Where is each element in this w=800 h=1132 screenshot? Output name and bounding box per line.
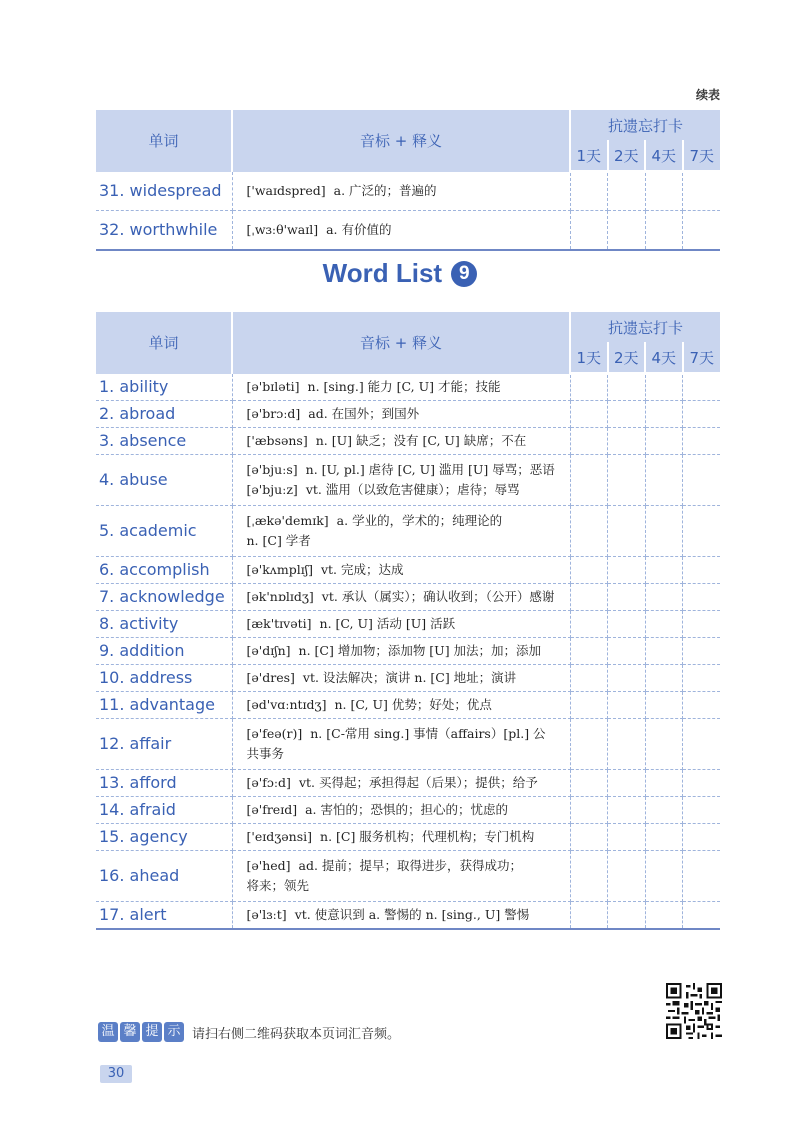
definition-line	[247, 773, 560, 793]
checkin-box[interactable]	[608, 210, 646, 250]
header-day-1: 1天	[570, 342, 608, 374]
checkin-box[interactable]	[645, 374, 683, 401]
checkin-box[interactable]	[608, 691, 646, 718]
table-row	[96, 505, 720, 556]
word-cell: 31. widespread	[96, 172, 232, 211]
definition-line	[247, 377, 560, 397]
definition-cell	[232, 505, 570, 556]
definition-line	[247, 181, 560, 201]
table-row	[96, 691, 720, 718]
word-cell: 5. academic	[96, 505, 232, 556]
word-cell: 13. afford	[96, 769, 232, 796]
tip-badge: 示	[164, 1022, 184, 1042]
table-row	[96, 454, 720, 505]
vocab-table	[96, 312, 720, 930]
meaning: n. [C, U] 活动 [U] 活跃	[319, 615, 456, 631]
meaning: n. [C-常用 sing.] 事情（affairs）[pl.] 公	[310, 725, 546, 741]
checkin-box[interactable]	[608, 901, 646, 929]
checkin-box[interactable]	[570, 901, 608, 929]
checkin-box[interactable]	[683, 769, 721, 796]
header-day-4: 4天	[645, 140, 683, 172]
table-row	[96, 374, 720, 401]
word-cell: 1. ability	[96, 374, 232, 401]
definition-cell	[232, 172, 570, 211]
definition-cell	[232, 901, 570, 929]
word-list-number-badge: 9	[451, 261, 477, 287]
phonetic: ['eɪdʒənsi]	[246, 828, 313, 844]
header-word: 单词	[96, 312, 232, 374]
phonetic: [ə'freɪd]	[246, 801, 298, 817]
definition-cell	[232, 796, 570, 823]
definition-line	[247, 560, 560, 580]
checkin-box[interactable]	[683, 901, 721, 929]
checkin-box[interactable]	[570, 172, 608, 211]
definition-cell	[232, 691, 570, 718]
table-row	[96, 610, 720, 637]
meaning: n. [sing.] 能力 [C, U] 才能；技能	[307, 378, 501, 394]
header-day-7: 7天	[683, 140, 721, 172]
word-cell: 9. addition	[96, 637, 232, 664]
checkin-box[interactable]	[608, 823, 646, 850]
checkin-box[interactable]	[645, 556, 683, 583]
header-day-4: 4天	[645, 342, 683, 374]
checkin-box[interactable]	[683, 505, 721, 556]
definition-line	[247, 800, 560, 820]
definition-cell	[232, 610, 570, 637]
checkin-box[interactable]	[608, 637, 646, 664]
definition-line	[247, 431, 560, 451]
word-cell: 16. ahead	[96, 850, 232, 901]
meaning: ad. 在国外；到国外	[308, 405, 420, 421]
checkin-box[interactable]	[683, 637, 721, 664]
phonetic: [ə'dɪʃn]	[246, 642, 291, 658]
checkin-box[interactable]	[645, 583, 683, 610]
checkin-box[interactable]	[570, 769, 608, 796]
definition-cell	[232, 664, 570, 691]
checkin-box[interactable]	[608, 610, 646, 637]
checkin-box[interactable]	[683, 691, 721, 718]
definition-cell	[232, 718, 570, 769]
checkin-box[interactable]	[608, 505, 646, 556]
checkin-box[interactable]	[683, 374, 721, 401]
definition-cell	[232, 637, 570, 664]
word-cell: 2. abroad	[96, 400, 232, 427]
definition-line	[247, 827, 560, 847]
meaning: vt. 完成；达成	[320, 561, 404, 577]
phonetic: [ə'hed]	[246, 857, 291, 873]
checkin-box[interactable]	[608, 556, 646, 583]
meaning: a. 害怕的；恐惧的；担心的；忧虑的	[305, 801, 508, 817]
phonetic: [ə'bjuːz]	[246, 481, 298, 497]
meaning: ad. 提前；提早；取得进步，获得成功；	[298, 857, 522, 873]
definition-line: 共事务	[246, 745, 285, 761]
word-list-title	[0, 258, 800, 289]
checkin-box[interactable]	[570, 796, 608, 823]
phonetic: [æk'tɪvəti]	[246, 615, 312, 631]
checkin-box[interactable]	[608, 583, 646, 610]
checkin-box[interactable]	[570, 664, 608, 691]
checkin-box[interactable]	[608, 796, 646, 823]
word-list-label: Word List	[322, 258, 443, 288]
definition-cell	[232, 850, 570, 901]
checkin-box[interactable]	[608, 718, 646, 769]
tip-bar	[98, 1022, 400, 1042]
meaning: n. [C] 服务机构；代理机构；专门机构	[320, 828, 535, 844]
meaning: n. [U] 缺乏；没有 [C, U] 缺席；不在	[315, 432, 527, 448]
definition-line	[247, 480, 560, 500]
checkin-box[interactable]	[608, 400, 646, 427]
checkin-box[interactable]	[683, 454, 721, 505]
checkin-box[interactable]	[683, 400, 721, 427]
definition-line	[247, 220, 560, 240]
definition-cell	[232, 374, 570, 401]
phonetic: [ˌwɜːθ'waɪl]	[246, 221, 319, 237]
phonetic: [ə'bjuːs]	[246, 461, 298, 477]
checkin-box[interactable]	[570, 823, 608, 850]
checkin-box[interactable]	[683, 850, 721, 901]
checkin-box[interactable]	[570, 454, 608, 505]
checkin-box[interactable]	[570, 400, 608, 427]
checkin-box[interactable]	[570, 556, 608, 583]
word-cell: 6. accomplish	[96, 556, 232, 583]
header-definition: 音标 + 释义	[232, 312, 570, 374]
table-row	[96, 556, 720, 583]
checkin-box[interactable]	[608, 172, 646, 211]
header-day-2: 2天	[608, 140, 646, 172]
checkin-box[interactable]	[570, 718, 608, 769]
table-row	[96, 172, 720, 211]
checkin-box[interactable]	[645, 823, 683, 850]
page-number: 30	[100, 1065, 132, 1083]
word-cell: 3. absence	[96, 427, 232, 454]
checkin-box[interactable]	[683, 583, 721, 610]
word-cell: 14. afraid	[96, 796, 232, 823]
table-row	[96, 400, 720, 427]
word-cell: 4. abuse	[96, 454, 232, 505]
header-day-2: 2天	[608, 342, 646, 374]
phonetic: ['waɪdspred]	[246, 182, 326, 198]
phonetic: [ək'nɒlɪdʒ]	[246, 588, 314, 604]
word-cell: 11. advantage	[96, 691, 232, 718]
header-definition: 音标 + 释义	[232, 110, 570, 172]
definition-line	[247, 587, 560, 607]
meaning: n. [C] 增加物；添加物 [U] 加法；加；添加	[298, 642, 542, 658]
vocab-table-continued	[96, 110, 720, 251]
checkin-box[interactable]	[683, 610, 721, 637]
table-row	[96, 427, 720, 454]
meaning: vt. 滥用（以致危害健康）；虐待；辱骂	[305, 481, 520, 497]
header-word: 单词	[96, 110, 232, 172]
checkin-box[interactable]	[683, 556, 721, 583]
definition-line: 将来；领先	[246, 877, 310, 893]
meaning: n. [U, pl.] 虐待 [C, U] 滥用 [U] 辱骂；恶语	[305, 461, 555, 477]
phonetic: [ə'feə(r)]	[246, 725, 303, 741]
header-day-7: 7天	[683, 342, 721, 374]
table-row	[96, 718, 720, 769]
header-checkin: 抗遗忘打卡	[570, 110, 720, 140]
word-cell: 8. activity	[96, 610, 232, 637]
definition-cell	[232, 823, 570, 850]
definition-line: n. [C] 学者	[246, 532, 311, 548]
checkin-box[interactable]	[645, 505, 683, 556]
checkin-box[interactable]	[683, 427, 721, 454]
tip-badge: 温	[98, 1022, 118, 1042]
meaning: vt. 设法解决；演讲 n. [C] 地址；演讲	[302, 669, 517, 685]
table-row	[96, 637, 720, 664]
definition-cell	[232, 583, 570, 610]
checkin-box[interactable]	[645, 637, 683, 664]
definition-cell	[232, 769, 570, 796]
definition-cell	[232, 454, 570, 505]
definition-line	[247, 404, 560, 424]
checkin-box[interactable]	[645, 454, 683, 505]
checkin-box[interactable]	[683, 718, 721, 769]
checkin-box[interactable]	[645, 769, 683, 796]
table-row	[96, 664, 720, 691]
meaning: vt. 买得起；承担得起（后果）；提供；给予	[298, 774, 538, 790]
checkin-box[interactable]	[570, 505, 608, 556]
phonetic: [ˌækə'demɪk]	[246, 512, 329, 528]
checkin-box[interactable]	[608, 664, 646, 691]
word-cell: 32. worthwhile	[96, 210, 232, 250]
checkin-box[interactable]	[645, 664, 683, 691]
checkin-box[interactable]	[645, 796, 683, 823]
phonetic: [ə'dres]	[246, 669, 295, 685]
table-row	[96, 823, 720, 850]
checkin-box[interactable]	[645, 718, 683, 769]
checkin-box[interactable]	[570, 583, 608, 610]
word-cell: 15. agency	[96, 823, 232, 850]
phonetic: [ə'fɔːd]	[246, 774, 291, 790]
checkin-box[interactable]	[608, 454, 646, 505]
checkin-box[interactable]	[570, 637, 608, 664]
definition-cell	[232, 427, 570, 454]
meaning: vt. 承认（属实）；确认收到；（公开）感谢	[321, 588, 555, 604]
checkin-box[interactable]	[683, 664, 721, 691]
definition-line	[247, 641, 560, 661]
phonetic: [ə'brɔːd]	[246, 405, 301, 421]
meaning: a. 广泛的；普遍的	[333, 182, 437, 198]
checkin-box[interactable]	[570, 374, 608, 401]
checkin-box[interactable]	[683, 210, 721, 250]
tip-text: 请扫右侧二维码获取本页词汇音频。	[192, 1026, 401, 1042]
table-row	[96, 901, 720, 929]
checkin-box[interactable]	[645, 210, 683, 250]
continued-label: 续表	[695, 88, 720, 102]
definition-line	[247, 614, 560, 634]
checkin-box[interactable]	[570, 691, 608, 718]
phonetic: ['æbsəns]	[246, 432, 308, 448]
table-row	[96, 583, 720, 610]
checkin-box[interactable]	[570, 850, 608, 901]
definition-line	[247, 668, 560, 688]
definition-line	[247, 460, 560, 480]
meaning: a. 学业的，学术的；纯理论的	[336, 512, 503, 528]
checkin-box[interactable]	[645, 850, 683, 901]
definition-cell	[232, 210, 570, 250]
definition-line	[247, 856, 560, 876]
table-row	[96, 850, 720, 901]
definition-line	[247, 695, 560, 715]
checkin-box[interactable]	[683, 796, 721, 823]
meaning: n. [C, U] 优势；好处；优点	[334, 696, 492, 712]
qr-code-icon[interactable]	[666, 983, 722, 1039]
definition-cell	[232, 556, 570, 583]
meaning: a. 有价值的	[326, 221, 392, 237]
checkin-box[interactable]	[608, 374, 646, 401]
table-row	[96, 210, 720, 250]
checkin-box[interactable]	[570, 210, 608, 250]
meaning: vt. 使意识到 a. 警惕的 n. [sing., U] 警惕	[294, 906, 530, 922]
checkin-box[interactable]	[645, 901, 683, 929]
tip-badge: 馨	[120, 1022, 140, 1042]
word-cell: 7. acknowledge	[96, 583, 232, 610]
table-row	[96, 796, 720, 823]
definition-line	[247, 905, 560, 925]
phonetic: [əd'vɑːntɪdʒ]	[246, 696, 327, 712]
checkin-box[interactable]	[645, 427, 683, 454]
checkin-box[interactable]	[608, 769, 646, 796]
phonetic: [ə'bɪləti]	[246, 378, 300, 394]
word-cell: 10. address	[96, 664, 232, 691]
table-row	[96, 769, 720, 796]
checkin-box[interactable]	[645, 610, 683, 637]
checkin-box[interactable]	[683, 823, 721, 850]
checkin-box[interactable]	[645, 172, 683, 211]
definition-cell	[232, 400, 570, 427]
checkin-box[interactable]	[570, 610, 608, 637]
header-day-1: 1天	[570, 140, 608, 172]
phonetic: [ə'lɜːt]	[246, 906, 287, 922]
checkin-box[interactable]	[608, 427, 646, 454]
checkin-box[interactable]	[683, 172, 721, 211]
checkin-box[interactable]	[608, 850, 646, 901]
tip-badge: 提	[142, 1022, 162, 1042]
definition-line	[247, 511, 560, 531]
checkin-box[interactable]	[645, 691, 683, 718]
definition-line	[247, 724, 560, 744]
checkin-box[interactable]	[645, 400, 683, 427]
checkin-box[interactable]	[570, 427, 608, 454]
word-cell: 12. affair	[96, 718, 232, 769]
word-cell: 17. alert	[96, 901, 232, 929]
header-checkin: 抗遗忘打卡	[570, 312, 720, 342]
phonetic: [ə'kʌmplɪʃ]	[246, 561, 313, 577]
